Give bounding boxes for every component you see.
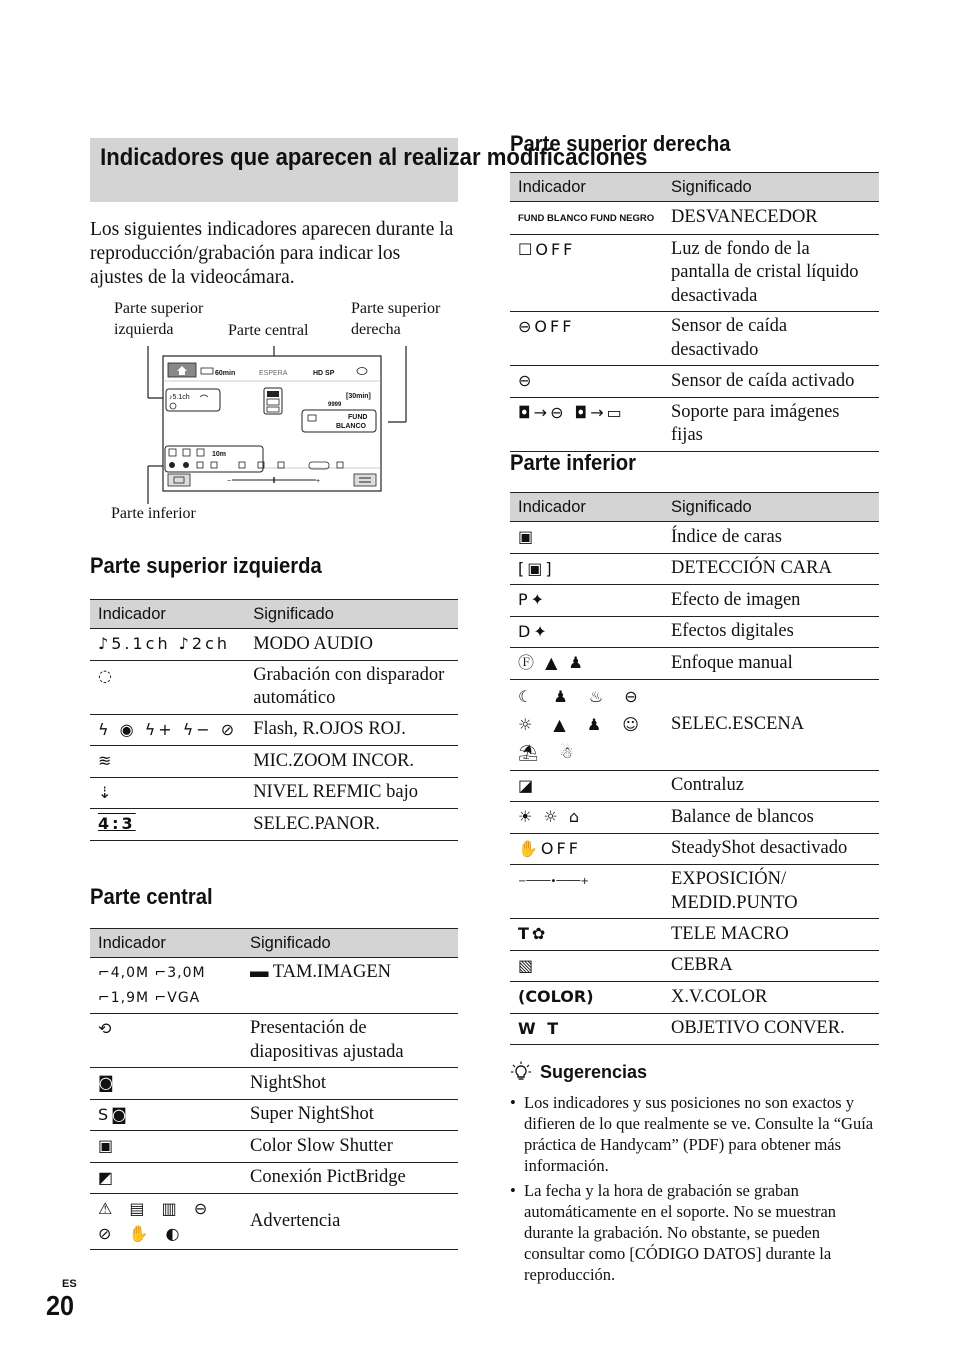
drop-sensor-off-icon: ⊖OFF [518,317,575,336]
table-row: ⊖OFF Sensor de caída desactivado [510,312,879,366]
slideshow-icon: ⟲ [98,1019,115,1038]
flash-icon: ϟ ◉ ϟ+ ϟ− ⊘ [98,719,238,739]
col-meaning: Significado [663,173,879,202]
table-row: ◩ Conexión PictBridge [90,1162,458,1194]
svg-text:♪5.1ch: ♪5.1ch [169,394,190,401]
table-row: ☾ ♟ ♨ ⊖ ☼ ▲ ♟ ☺ ⛱ ☃ SELEC.ESCENA [510,679,879,770]
svg-text:[30min]: [30min] [346,393,371,400]
heading-top-left: Parte superior izquierda [90,553,322,578]
tips-list [510,1092,880,1289]
color-slow-shutter-icon: ▣ [98,1136,117,1155]
pictbridge-icon: ◩ [98,1167,117,1187]
table-top-right [510,172,879,452]
table-row: ✋OFF SteadyShot desactivado [510,833,879,865]
table-row: ⚠ ▤ ▥ ⊖ ⊘ ✋ ◐ Advertencia [90,1194,458,1250]
label-bottom: Parte inferior [111,505,196,522]
xv-color-icon: (COLOR) [518,987,594,1006]
face-detection-icon: [▣] [518,558,555,578]
scene-selection-icon: ☾ ♟ ♨ ⊖ ☼ ▲ ♟ ☺ ⛱ ☃ [518,686,647,762]
table-row: D✦ Efectos digitales [510,616,879,648]
col-indicator: Indicador [510,173,663,202]
col-meaning: Significado [242,929,458,958]
lcd-backlight-off-icon: ☐OFF [518,239,576,259]
table-row: S◙ Super NightShot [90,1099,458,1131]
intro-paragraph: Los siguientes indicadores aparecen durante la reproducción/grabación para indicar los ajustes de la videocámara. [90,219,454,288]
face-index-icon: ▣ [518,527,537,546]
svg-text:+: + [316,478,321,485]
backlight-icon: ◪ [518,775,537,795]
still-media-icon: ◘→⊖ ◘→▭ [518,402,625,422]
page-number: 20 [46,1290,75,1321]
svg-text:60min: 60min [215,370,236,377]
image-size-icon: ⌐4,0M ⌐3,0M ⌐1,9M ⌐VGA [98,965,206,1006]
table-row: ◘→⊖ ◘→▭ Soporte para imágenes fijas [510,397,879,451]
table-row: T✿ TELE MACRO [510,919,879,951]
steadyshot-off-icon: ✋OFF [518,838,581,858]
table-bottom [510,492,879,1045]
drop-sensor-on-icon: ⊖ [518,371,535,390]
label-top-left: Parte superior izquierda [114,300,204,338]
heading-bottom: Parte inferior [510,450,636,475]
table-row: ⊖ Sensor de caída activado [510,366,879,398]
manual-focus-icon: Ⓕ ▲ ♟ [518,653,586,672]
label-top-right: Parte superior derecha [351,300,441,338]
tele-macro-icon: T✿ [518,924,549,943]
warning-icon: ⚠ ▤ ▥ ⊖ ⊘ ✋ ◐ [98,1199,214,1243]
table-row: ≋ MIC.ZOOM INCOR. [90,746,458,778]
table-row: ◙ NightShot [90,1068,458,1100]
table-row: ⌐4,0M ⌐3,0M ⌐1,9M ⌐VGA ▬ TAM.IMAGEN [90,958,458,1014]
lcd-screen-illustration [108,298,458,526]
digital-effect-icon: D✦ [518,621,550,641]
list-item: • La fecha y la hora de grabación se graban automáticamente en el soporte. No se muestran durante la grabación. No obstante, se pueden consultar como [CÓDIGO DATOS] durante la reproducción. [510,1180,880,1285]
zoom-mic-icon: ≋ [98,751,115,770]
aspect-ratio-icon: 4:3 [98,814,136,833]
table-row: ▧ CEBRA [510,950,879,982]
tips-heading [510,1061,647,1083]
table-row: ϟ ◉ ϟ+ ϟ− ⊘ Flash, R.OJOS ROJ. [90,714,458,746]
exposure-slider-icon: −────•────+ [518,876,589,887]
language-code: ES [62,1278,77,1290]
col-indicator: Indicador [90,929,242,958]
table-row: ◪ Contraluz [510,770,879,802]
table-row: ☐OFF Luz de fondo de la pantalla de cristal líquido desactivada [510,234,879,312]
svg-text:FUND: FUND [348,414,368,421]
list-item: • Los indicadores y sus posiciones no son exactos y difieren de lo que realmente se ve. Consulte la “Guía práctica de Handycam” (PDF) para obtener más información. [510,1092,880,1176]
table-row: ☀ ☼ ⌂ Balance de blancos [510,802,879,834]
heading-center: Parte central [90,884,213,909]
heading-top-right: Parte superior derecha [510,131,731,156]
table-row: P✦ Efecto de imagen [510,585,879,617]
table-row: FUND BLANCO FUND NEGRO DESVANECEDOR [510,202,879,235]
table-center [90,928,458,1250]
label-center: Parte central [228,322,309,339]
table-row: ♪5.1ch ♪2ch MODO AUDIO [90,629,458,661]
svg-text:HD SP: HD SP [313,370,335,377]
super-nightshot-icon: S◙ [98,1104,130,1124]
title-banner [90,138,648,202]
table-row: [▣] DETECCIÓN CARA [510,553,879,585]
svg-text:9999: 9999 [328,402,342,408]
table-row: ◌ Grabación con disparador automático [90,660,458,714]
svg-text:−: − [227,478,232,485]
table-row: W T OBJETIVO CONVER. [510,1013,879,1045]
white-balance-icon: ☀ ☼ ⌂ [518,807,583,826]
svg-text:10m: 10m [212,451,227,458]
col-meaning: Significado [245,600,458,629]
col-indicator: Indicador [90,600,245,629]
screen-diagram [108,298,458,526]
audio-mode-icon: ♪5.1ch ♪2ch [98,634,231,653]
table-row: −────•────+ EXPOSICIÓN/ MEDID.PUNTO [510,865,879,919]
svg-text:ESPERA: ESPERA [259,370,288,377]
table-row: ⟲ Presentación de diapositivas ajustada [90,1014,458,1068]
conversion-lens-icon: W T [518,1018,562,1038]
table-row: ▣ Color Slow Shutter [90,1131,458,1163]
zebra-icon: ▧ [518,955,537,975]
svg-text:BLANCO: BLANCO [336,423,366,430]
nightshot-icon: ◙ [98,1073,117,1092]
page-title: Indicadores que aparecen al realizar modificaciones [100,144,648,171]
lightbulb-icon [510,1061,532,1083]
col-indicator: Indicador [510,493,663,522]
picture-effect-icon: P✦ [518,590,548,609]
mic-level-icon: ⇣ [98,782,115,802]
table-top-left [90,599,458,841]
col-meaning: Significado [663,493,879,522]
table-row: 4:3 SELEC.PANOR. [90,809,458,841]
table-row: (COLOR) X.V.COLOR [510,982,879,1014]
table-row: ▣ Índice de caras [510,522,879,554]
fader-icon: FUND BLANCO FUND NEGRO [518,213,655,224]
table-row: Ⓕ ▲ ♟ Enfoque manual [510,648,879,680]
tips-title: Sugerencias [540,1061,648,1082]
self-timer-icon: ◌ [98,665,115,685]
table-row: ⇣ NIVEL REFMIC bajo [90,777,458,809]
